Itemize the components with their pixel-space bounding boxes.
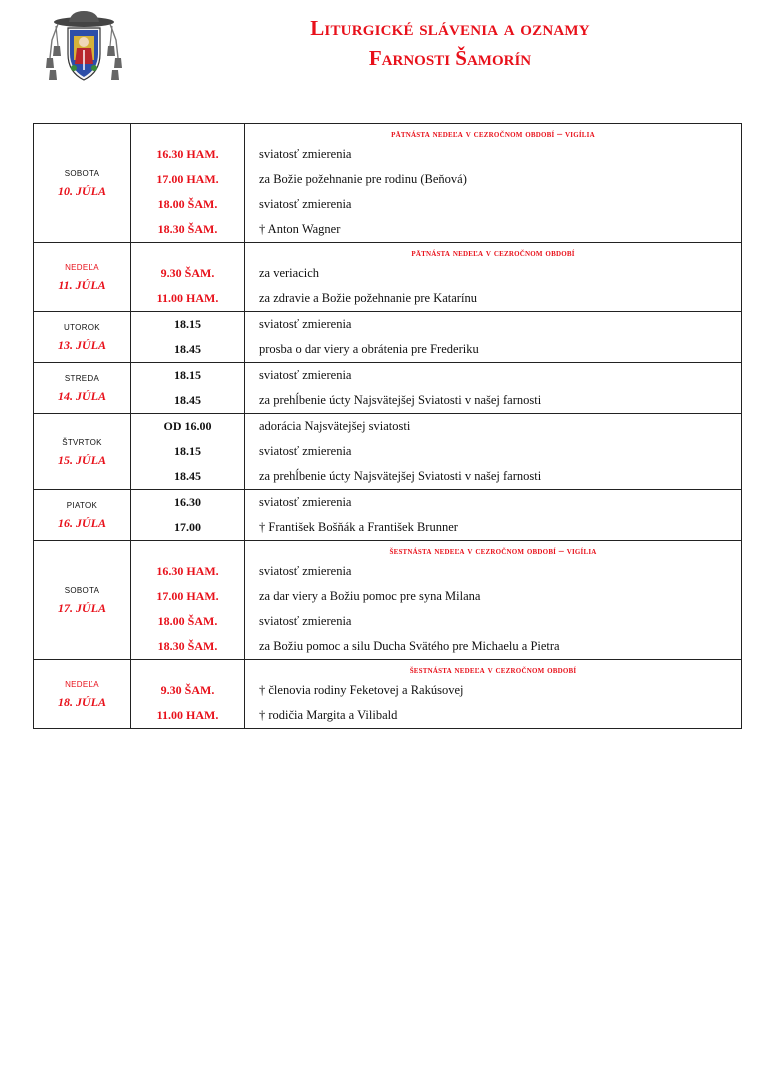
mass-time: 16.30 HAM. (156, 147, 219, 161)
mass-intention: sviatosť zmierenia (259, 614, 352, 628)
liturgy-schedule-table (33, 123, 742, 729)
mass-intention: za Božiu pomoc a silu Ducha Svätého pre Michaelu a Pietra (259, 639, 560, 653)
heading-spacer (131, 124, 244, 142)
times-cell (131, 243, 245, 312)
liturgical-day-heading: šestnásta nedeľa v cezročnom období (409, 665, 577, 676)
intentions-cell (245, 363, 742, 414)
mass-intention: sviatosť zmierenia (259, 368, 352, 382)
mass-intention: sviatosť zmierenia (259, 197, 352, 211)
mass-intention: za prehĺbenie úcty Najsvätejšej Sviatosti v našej farnosti (259, 469, 542, 483)
liturgical-day-heading: šestnásta nedeľa v cezročnom období – vigília (389, 546, 597, 557)
day-name: piatok (66, 499, 98, 511)
schedule-day-row (34, 660, 742, 729)
intentions-cell (245, 490, 742, 541)
day-name: sobota (64, 584, 100, 596)
day-cell (34, 243, 131, 312)
day-cell (34, 660, 131, 729)
mass-time: 18.45 (174, 469, 201, 483)
times-cell (131, 312, 245, 363)
mass-intention: † Anton Wagner (259, 222, 341, 236)
mass-time: 18.45 (174, 393, 201, 407)
intentions-cell (245, 312, 742, 363)
mass-time: 18.00 ŠAM. (157, 197, 218, 211)
mass-intention: za dar viery a Božiu pomoc pre syna Milana (259, 589, 481, 603)
day-name: nedeľa (65, 678, 99, 690)
heading-spacer (131, 541, 244, 559)
day-name: utorok (64, 321, 100, 333)
day-cell (34, 541, 131, 660)
intentions-cell (245, 660, 742, 729)
mass-time: 18.30 ŠAM. (157, 639, 218, 653)
liturgical-day-heading: pätnásta nedeľa v cezročnom období (411, 248, 575, 259)
mass-intention: za prehĺbenie úcty Najsvätejšej Sviatosti v našej farnosti (259, 393, 542, 407)
mass-intention: † rodičia Margita a Vilibald (259, 708, 398, 722)
day-cell (34, 414, 131, 490)
mass-intention: za zdravie a Božie požehnanie pre Katarínu (259, 291, 477, 305)
day-date: 11. JÚLA (58, 278, 106, 292)
mass-time: 18.00 ŠAM. (157, 614, 218, 628)
day-cell (34, 124, 131, 243)
page-subtitle: Farnosti Šamorín (368, 46, 532, 70)
mass-time: 9.30 ŠAM. (160, 266, 215, 280)
heading-spacer (131, 660, 244, 678)
day-name: štvrtok (62, 435, 102, 448)
mass-intention: adorácia Najsvätejšej sviatosti (259, 419, 411, 433)
schedule-day-row (34, 312, 742, 363)
day-cell (34, 490, 131, 541)
times-cell (131, 414, 245, 490)
day-name: streda (64, 372, 100, 384)
intentions-cell (245, 541, 742, 660)
mass-intention: sviatosť zmierenia (259, 564, 352, 578)
mass-intention: sviatosť zmierenia (259, 317, 352, 331)
mass-intention: sviatosť zmierenia (259, 495, 352, 509)
schedule-day-row (34, 541, 742, 660)
intentions-cell (245, 243, 742, 312)
day-date: 18. JÚLA (58, 695, 106, 709)
mass-intention: † členovia rodiny Feketovej a Rakúsovej (259, 683, 464, 697)
intentions-cell (245, 414, 742, 490)
mass-intention: prosba o dar viery a obrátenia pre Frederiku (259, 342, 479, 356)
times-cell (131, 124, 245, 243)
intentions-cell (245, 124, 742, 243)
day-cell (34, 363, 131, 414)
day-name: sobota (64, 167, 100, 179)
mass-intention: za Božie požehnanie pre rodinu (Beňová) (259, 172, 467, 186)
mass-time: 18.30 ŠAM. (157, 222, 218, 236)
mass-time: 9.30 ŠAM. (160, 683, 215, 697)
mass-time: 16.30 (174, 495, 201, 509)
mass-time: 18.15 (174, 368, 201, 382)
schedule-day-row (34, 363, 742, 414)
times-cell (131, 660, 245, 729)
day-date: 10. JÚLA (58, 184, 106, 198)
schedule-day-row (34, 124, 742, 243)
mass-time: 17.00 HAM. (156, 589, 219, 603)
day-date: 17. JÚLA (58, 601, 106, 615)
schedule-day-row (34, 243, 742, 312)
mass-time: 16.30 HAM. (156, 564, 219, 578)
mass-time: 11.00 HAM. (156, 291, 219, 305)
day-date: 13. JÚLA (58, 338, 106, 352)
schedule-day-row (34, 490, 742, 541)
parish-coat-of-arms-icon (44, 10, 124, 84)
times-cell (131, 541, 245, 660)
day-date: 15. JÚLA (58, 452, 106, 467)
mass-time: 11.00 HAM. (156, 708, 219, 722)
mass-intention: † František Bošňák a František Brunner (259, 520, 458, 534)
day-cell (34, 312, 131, 363)
day-date: 16. JÚLA (58, 516, 106, 530)
times-cell (131, 363, 245, 414)
mass-intention: za veriacich (259, 266, 320, 280)
mass-intention: sviatosť zmierenia (259, 147, 352, 161)
mass-time: 17.00 (174, 520, 201, 534)
mass-intention: sviatosť zmierenia (259, 444, 352, 458)
mass-time: 18.15 (174, 317, 201, 331)
liturgical-day-heading: pätnásta nedeľa v cezročnom období – vigília (391, 129, 595, 140)
day-date: 14. JÚLA (58, 389, 106, 403)
page-title: Liturgické slávenia a oznamy (310, 16, 590, 40)
mass-time: 18.45 (174, 342, 201, 356)
day-name: nedeľa (65, 261, 99, 273)
schedule-day-row (34, 414, 742, 490)
times-cell (131, 490, 245, 541)
heading-spacer (131, 243, 244, 261)
mass-time: 17.00 HAM. (156, 172, 219, 186)
mass-time: 18.15 (174, 444, 201, 458)
mass-time: OD 16.00 (163, 419, 212, 433)
